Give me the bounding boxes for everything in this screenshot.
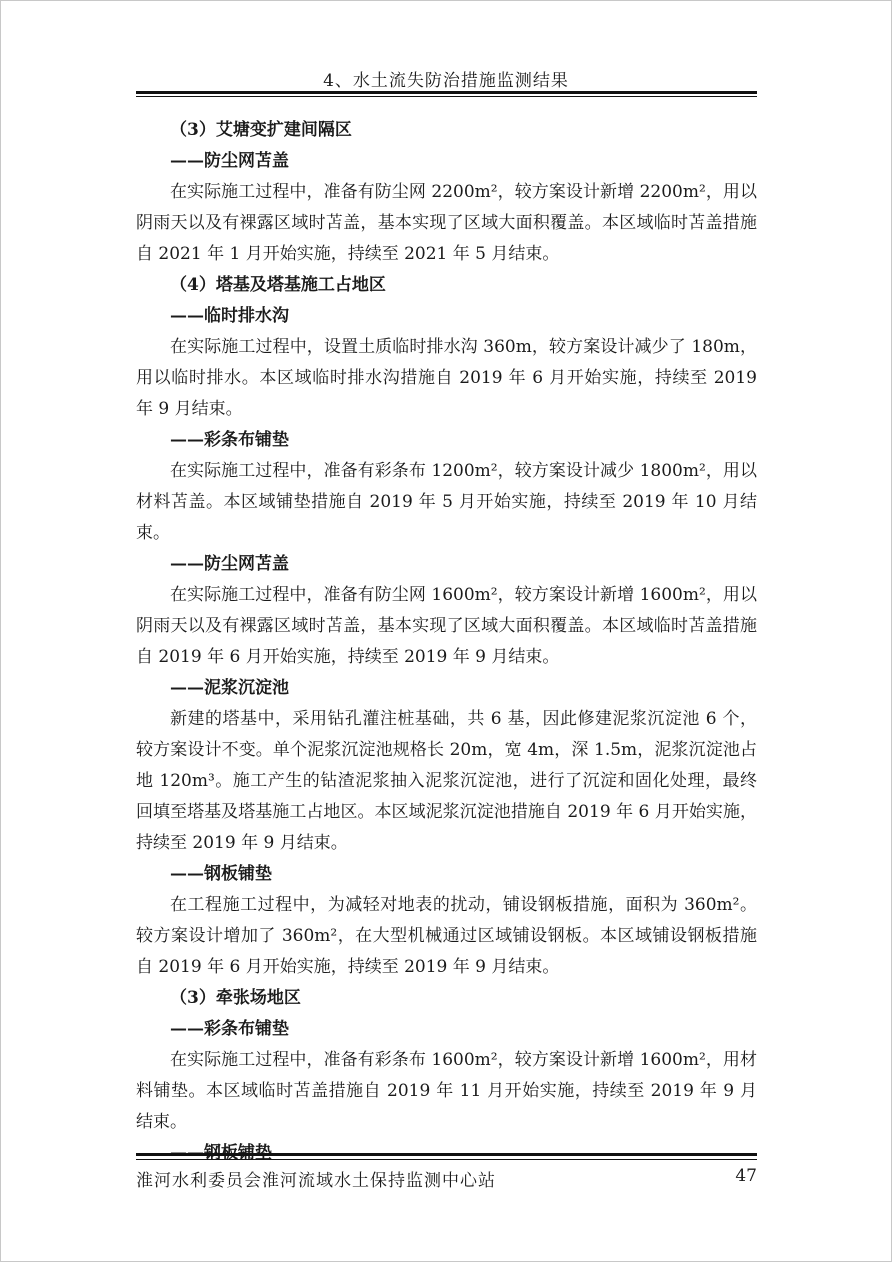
footer-rule-thick [136,1153,757,1156]
subsection-heading: ——临时排水沟 [170,306,289,326]
section-heading: （4）塔基及塔基施工占地区 [170,275,386,295]
subsection-heading: ——防尘网苫盖 [170,554,289,574]
subsection-heading: ——防尘网苫盖 [170,151,289,171]
footer-rule-thin [136,1159,757,1160]
paragraph: 在工程施工过程中，为减轻对地表的扰动，铺设钢板措施，面积为 360m²。较方案设计增加了 360m²，在大型机械通过区域铺设钢板。本区域铺设钢板措施自 2019 年 6 月开始实施，持续至 2019 年 9 月结束。 [136,895,757,977]
page-content [136,115,757,1169]
header-rule-thin [136,96,757,97]
paragraph: 新建的塔基中，采用钻孔灌注桩基础，共 6 基，因此修建泥浆沉淀池 6 个，较方案设计不变。单个泥浆沉淀池规格长 20m，宽 4m，深 1.5m，泥浆沉淀池占地 120m³。施工产生的钻渣泥浆抽入泥浆沉淀池，进行了沉淀和固化处理，最终回填至塔基及塔基施工占地区。本区域泥浆沉淀池措施自 2019 年 6 月开始实施，持续至 2019 年 9 月结束。 [136,709,757,853]
subsection-heading: ——彩条布铺垫 [170,430,289,450]
page-number: 47 [735,1166,757,1186]
subsection-heading: ——钢板铺垫 [170,864,272,884]
paragraph: 在实际施工过程中，准备有彩条布 1600m²，较方案设计新增 1600m²，用材料铺垫。本区域临时苫盖措施自 2019 年 11 月开始实施，持续至 2019 年 9 月结束。 [136,1050,757,1132]
paragraph: 在实际施工过程中，设置土质临时排水沟 360m，较方案设计减少了 180m，用以临时排水。本区域临时排水沟措施自 2019 年 6 月开始实施，持续至 2019 年 9 月结束。 [136,337,757,419]
paragraph: 在实际施工过程中，准备有防尘网 2200m²，较方案设计新增 2200m²，用以阴雨天以及有裸露区域时苫盖，基本实现了区域大面积覆盖。本区域临时苫盖措施自 2021 年 1 月开始实施，持续至 2021 年 5 月结束。 [136,182,757,264]
paragraph: 在实际施工过程中，准备有防尘网 1600m²，较方案设计新增 1600m²，用以阴雨天以及有裸露区域时苫盖，基本实现了区域大面积覆盖。本区域临时苫盖措施自 2019 年 6 月开始实施，持续至 2019 年 9 月结束。 [136,585,757,667]
subsection-heading: ——泥浆沉淀池 [170,678,289,698]
header-rule-thick [136,91,757,94]
section-heading: （3）艾塘变扩建间隔区 [170,120,352,140]
subsection-heading: ——彩条布铺垫 [170,1019,289,1039]
section-heading: （3）牵张场地区 [170,988,301,1008]
paragraph: 在实际施工过程中，准备有彩条布 1200m²，较方案设计减少 1800m²，用以材料苫盖。本区域铺垫措施自 2019 年 5 月开始实施，持续至 2019 年 10 月结束。 [136,461,757,543]
running-header-title: 4、水土流失防治措施监测结果 [323,71,569,91]
footer-organization: 淮河水利委员会淮河流域水土保持监测中心站 [136,1171,496,1191]
